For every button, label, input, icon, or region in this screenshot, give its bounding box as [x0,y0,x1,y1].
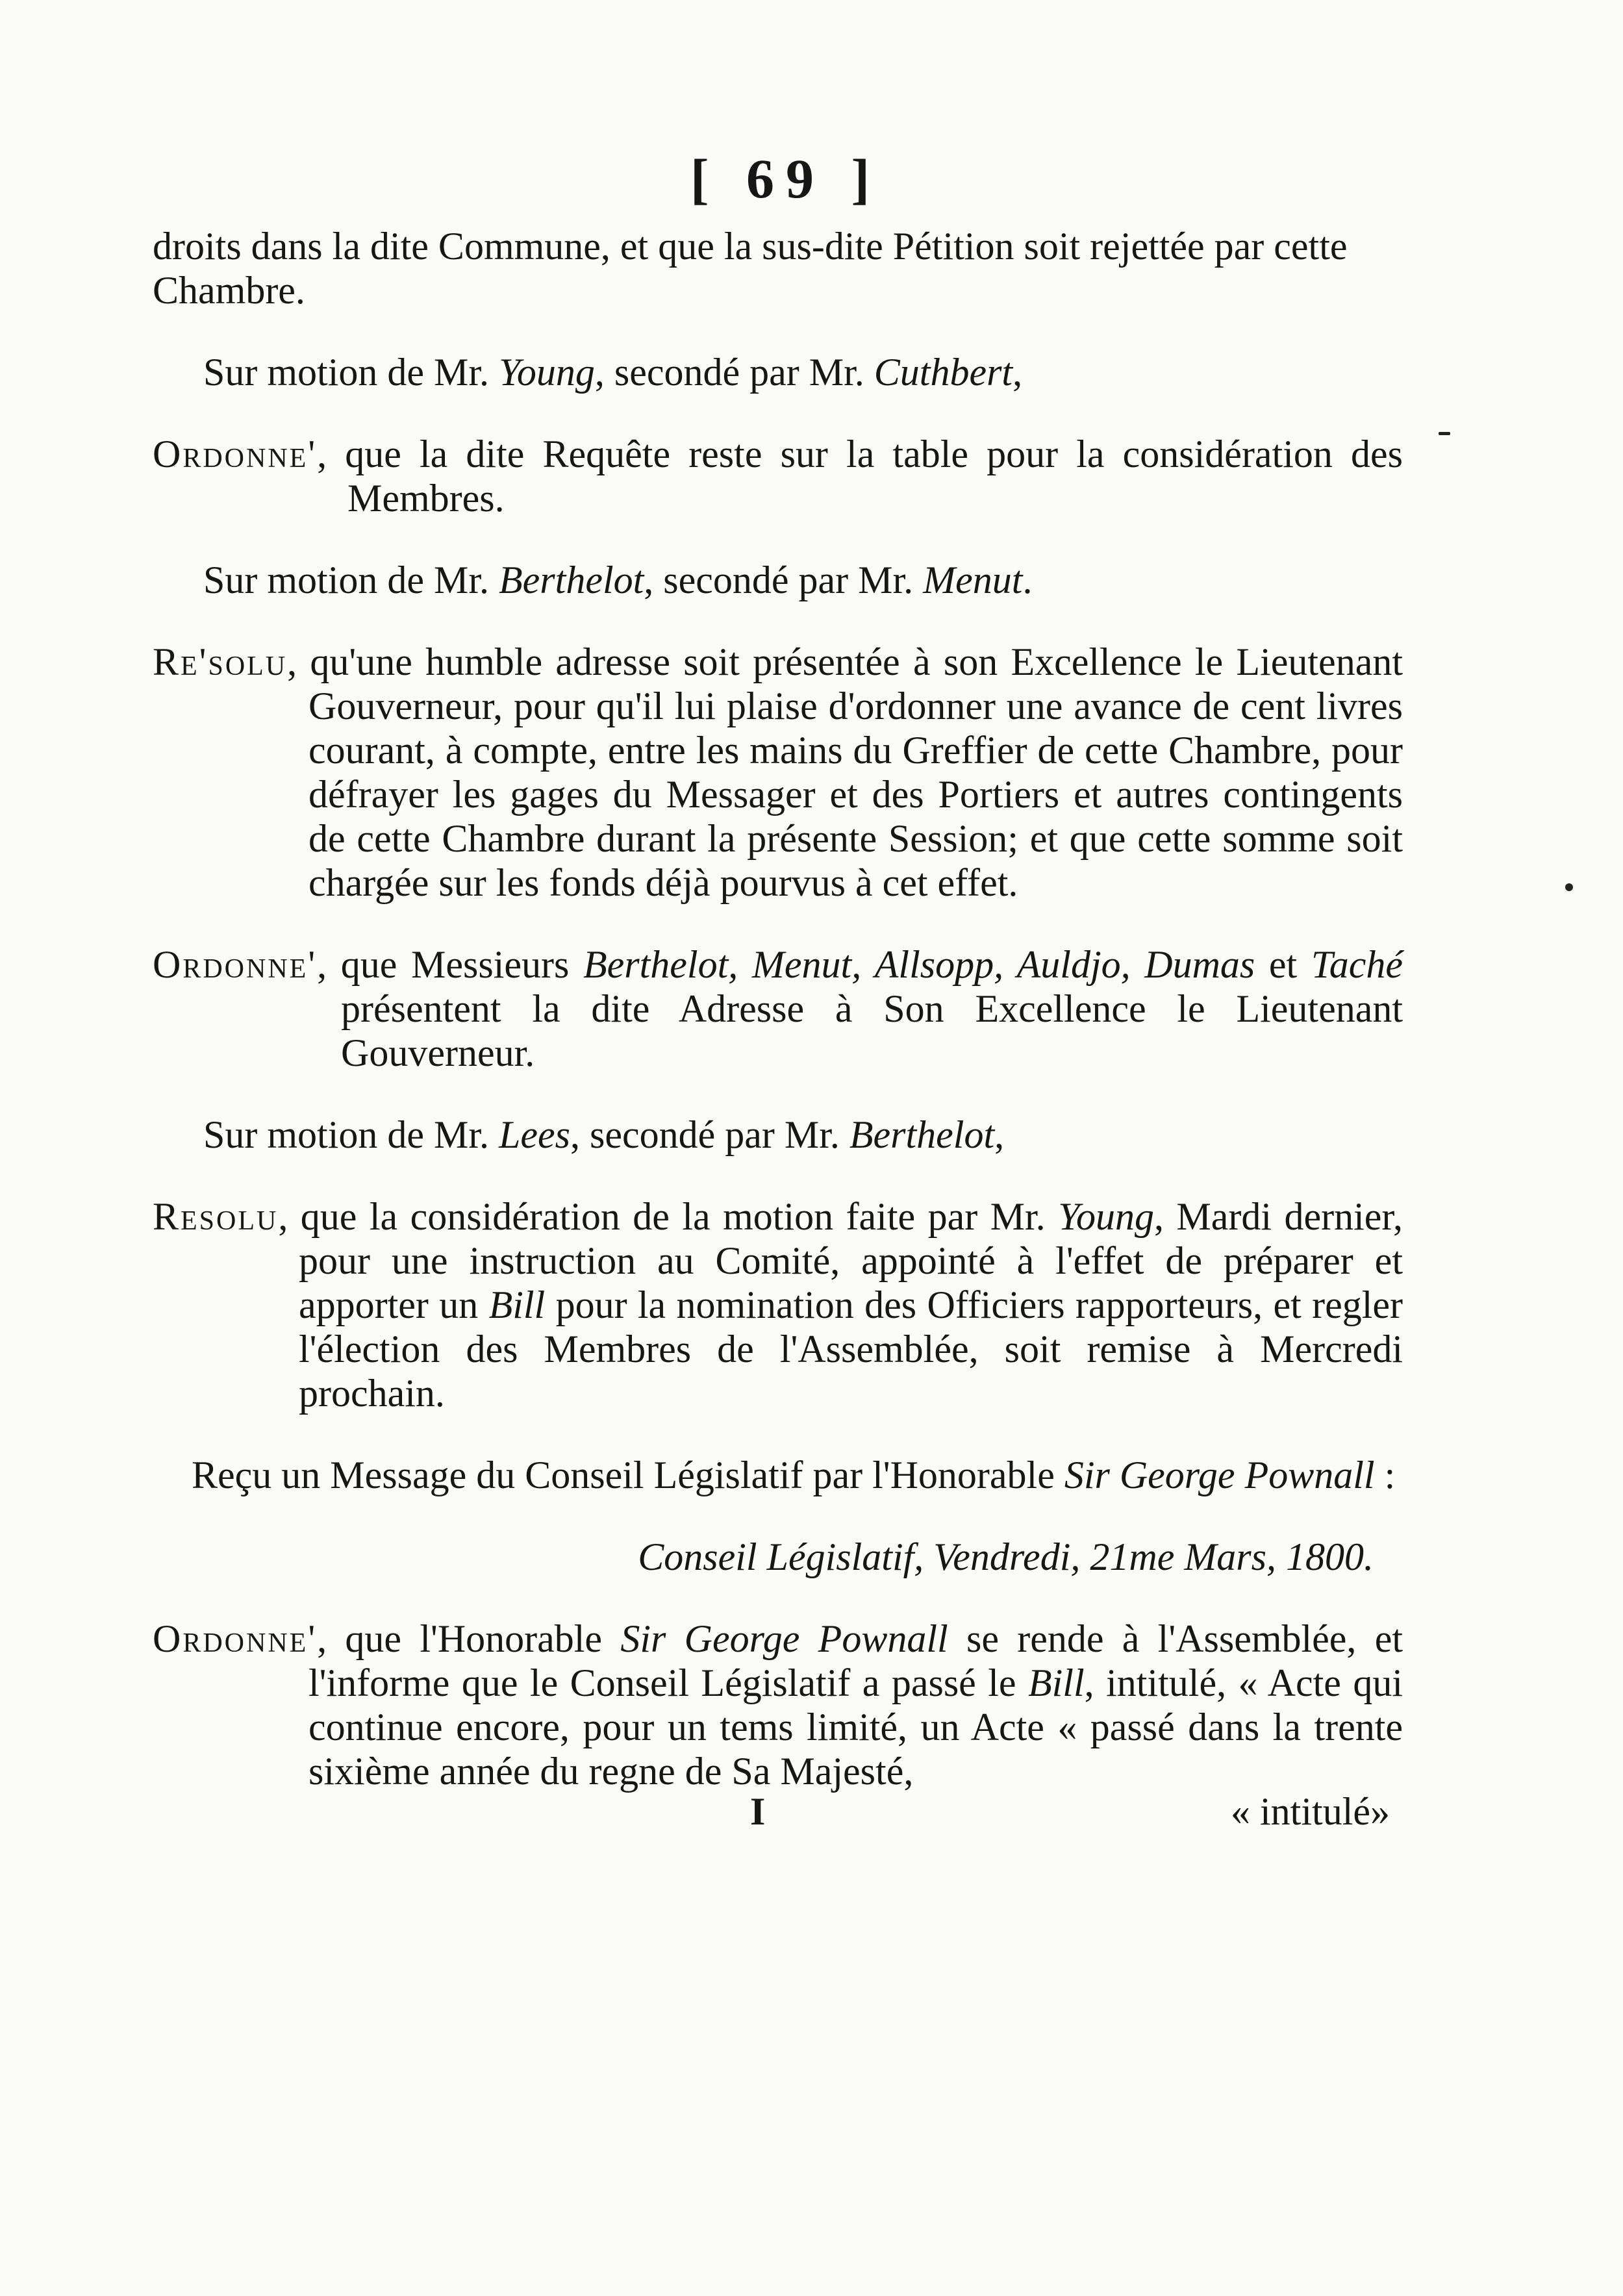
page-number: [ 69 ] [690,147,882,210]
motion-suffix: , [1013,351,1023,394]
motion-prefix: Sur motion de Mr. [203,351,499,394]
signature-mark: I [750,1790,766,1833]
seconder-name: Menut [923,559,1023,601]
motion-middle: , secondé par Mr. [594,351,874,394]
motion-young [153,350,1403,394]
resolution-label: Re'solu [153,640,288,683]
seconder-name: Berthelot [849,1113,995,1156]
order-label: Ordonne' [153,943,318,986]
resolution-suffix: pour la nomination des Officiers rapporteurs, et regler l'élection des Membres de l'Assemblée, soit remise à Mercredi prochain. [299,1283,1403,1415]
mover-name: Berthelot [499,559,644,601]
order-label: Ordonne' [153,1617,318,1660]
order-label: Ordonne' [153,433,318,475]
message-suffix: : [1374,1454,1396,1496]
order-suffix: , intitulé, « Acte qui continue encore, pour un tems limité, un Acte « passé dans la trente sixième année du regne de Sa Majesté, [308,1661,1403,1793]
order-suffix: présentent la dite Adresse à Son Excellence le Lieutenant Gouverneur. [341,987,1403,1074]
order-text: , que la dite Requête reste sur la table pour la considération des Membres. [317,433,1403,520]
order-prefix: , que l'Honorable [317,1617,621,1660]
motion-suffix: . [1022,559,1033,601]
motion-lees [153,1113,1403,1157]
motion-suffix: , [994,1113,1005,1156]
order-requete [153,432,1403,520]
dateline: Conseil Législatif, Vendredi, 21me Mars, 1800. [638,1535,1374,1578]
bill-word: Bill [1027,1661,1085,1704]
resolution-bill [153,1194,1403,1415]
motion-berthelot [153,558,1403,602]
member-name: Young [1058,1195,1154,1238]
resolution-middle: , Mardi dernier, pour une instruction au Comité, appointé à l'effet de préparer et apporter un [299,1195,1403,1326]
catchword: « intitulé» [1231,1790,1390,1833]
messenger-name: Sir George Pownall [620,1617,948,1660]
seconder-name: Cuthbert [874,351,1013,394]
conjunction: et [1255,943,1311,986]
message-paragraph [153,1453,1403,1497]
order-middle: se rende à l'Assemblée, et l'informe que le Conseil Législatif a passé le [308,1617,1403,1704]
order-adresse [153,942,1403,1075]
member-names: Berthelot, Menut, Allsopp, Auldjo, Dumas [583,943,1255,986]
motion-middle: , secondé par Mr. [570,1113,849,1156]
resolution-adresse [153,640,1403,905]
mover-name: Lees [499,1113,570,1156]
message-prefix: Reçu un Message du Conseil Législatif par l'Honorable [192,1454,1064,1496]
motion-middle: , secondé par Mr. [644,559,924,601]
mover-name: Young [499,351,595,394]
body-text [153,224,1403,1831]
bill-word: Bill [488,1283,546,1326]
resolution-prefix: , que la considération de la motion faite par Mr. [278,1195,1059,1238]
messenger-name: Sir George Pownall [1064,1454,1375,1496]
member-name-last: Taché [1311,943,1403,986]
ink-speck-icon [1565,883,1573,891]
continued-paragraph: droits dans la dite Commune, et que la sus-dite Pétition soit rejettée par cette Chambre. [153,225,1348,312]
resolution-text: , qu'une humble adresse soit présentée à son Excellence le Lieutenant Gouverneur, pour qu'il lui plaise d'ordonner une avance de cent livres courant, à compte, entre les mains du Greffier de cette Chambre, pour défrayer les gages du Messager et des Portiers et autres contingents de cette Chambre durant la présente Session; et que cette somme soit chargée sur les fonds déjà pourvus à cet effet. [287,640,1403,904]
motion-prefix: Sur motion de Mr. [203,1113,499,1156]
ink-speck-icon [1439,432,1450,435]
order-prefix: , que Messieurs [317,943,583,986]
motion-prefix: Sur motion de Mr. [203,559,499,601]
order-pownall [153,1617,1403,1793]
resolution-label: Resolu [153,1195,279,1238]
